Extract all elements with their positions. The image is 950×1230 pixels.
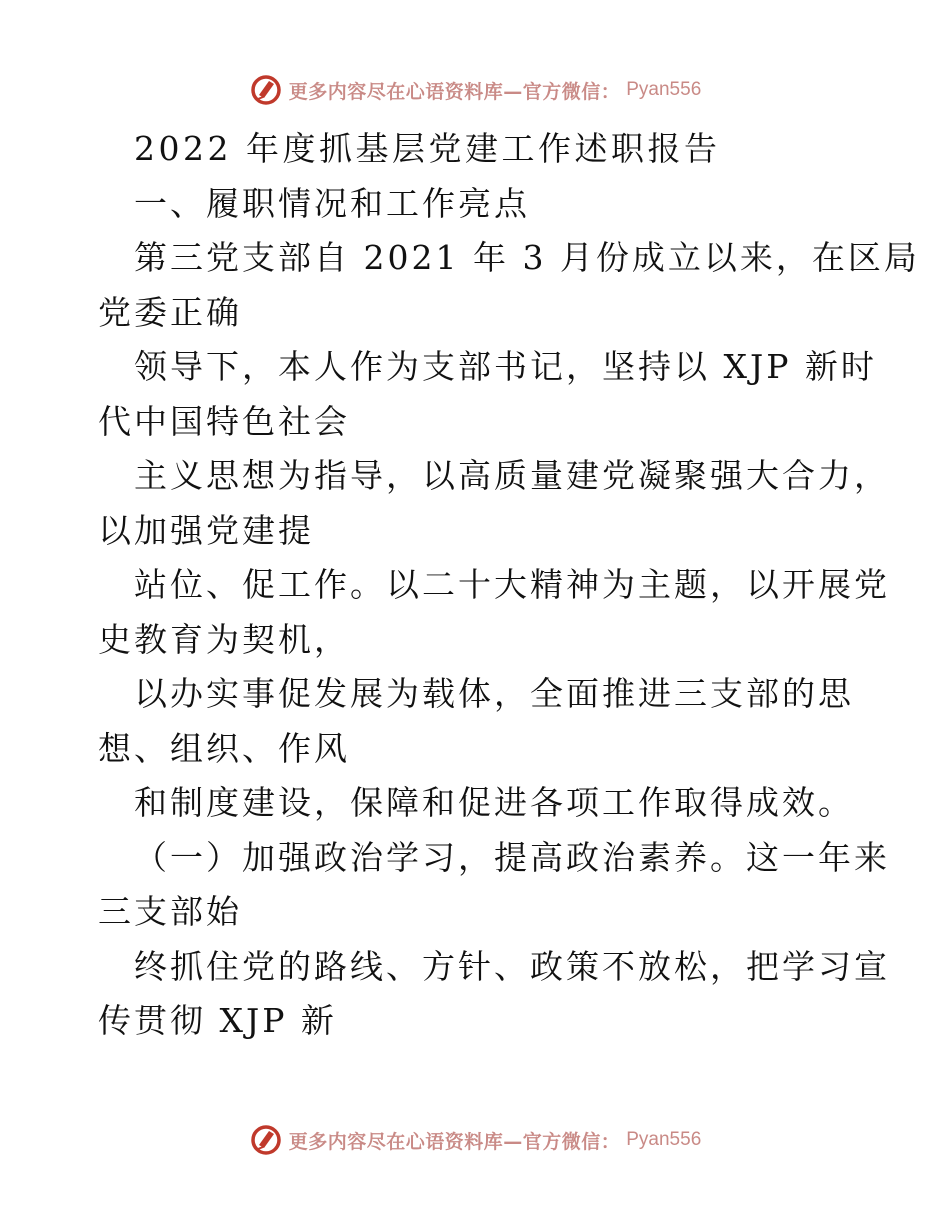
paragraph-line: 史教育为契机， bbox=[98, 619, 350, 659]
header-banner-text: 更多内容尽在心语资料库—官方微信： bbox=[288, 80, 621, 103]
footer-banner-text: 更多内容尽在心语资料库—官方微信： bbox=[288, 1130, 621, 1153]
report-title: 2022 年度抓基层党建工作述职报告 bbox=[134, 129, 721, 168]
subsection-heading-line: （一）加强政治学习，提高政治素养。这一年来 bbox=[134, 837, 890, 877]
paragraph-line: 领导下，本人作为支部书记，坚持以 XJP 新时 bbox=[134, 347, 877, 386]
paragraph-line: 以加强党建提 bbox=[98, 510, 314, 550]
brand-logo-icon bbox=[249, 73, 283, 107]
paragraph-line: 和制度建设，保障和促进各项工作取得成效。 bbox=[134, 783, 854, 822]
paragraph-line: 站位、促工作。以二十大精神为主题，以开展党 bbox=[134, 565, 890, 604]
footer-wechat-id: Pyan556 bbox=[626, 1129, 702, 1150]
paragraph-line: 党委正确 bbox=[98, 292, 242, 332]
paragraph-line: 传贯彻 XJP 新 bbox=[98, 1001, 337, 1040]
section-heading: 一、履职情况和工作亮点 bbox=[134, 183, 530, 223]
paragraph-line: 第三党支部自 2021 年 3 月份成立以来，在区局 bbox=[134, 238, 920, 277]
paragraph-line: 以办实事促发展为载体，全面推进三支部的思 bbox=[134, 674, 854, 713]
brand-logo-icon bbox=[249, 1123, 283, 1157]
report-body bbox=[98, 122, 920, 1049]
header-banner bbox=[0, 68, 950, 112]
header-wechat-id: Pyan556 bbox=[626, 79, 702, 100]
paragraph-line: 代中国特色社会 bbox=[98, 401, 350, 441]
paragraph-line: 三支部始 bbox=[98, 892, 242, 931]
paragraph-line: 主义思想为指导，以高质量建党凝聚强大合力， bbox=[134, 456, 890, 495]
paragraph-line: 终抓住党的路线、方针、政策不放松，把学习宣 bbox=[134, 946, 890, 986]
paragraph-line: 想、组织、作风 bbox=[98, 728, 350, 768]
footer-banner bbox=[0, 1118, 950, 1162]
